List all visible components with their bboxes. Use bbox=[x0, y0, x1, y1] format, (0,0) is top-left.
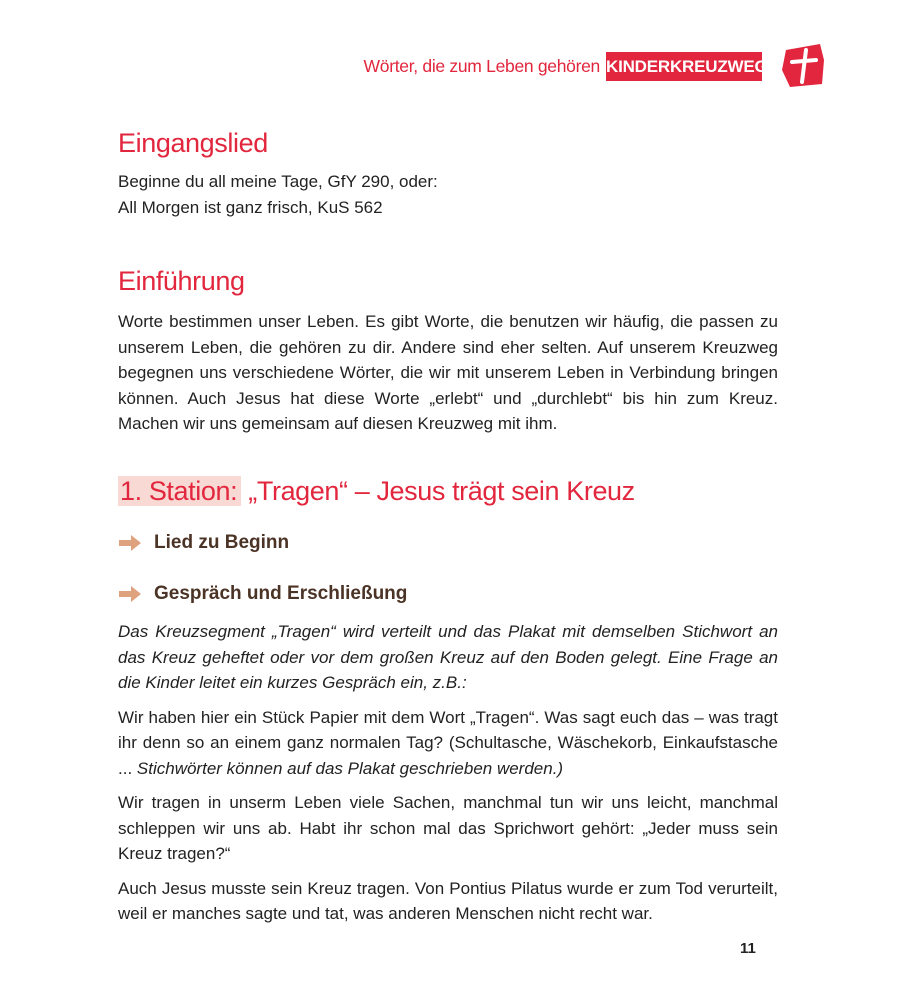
header-subtitle: Wörter, die zum Leben gehören bbox=[363, 56, 600, 76]
station-paragraph-1 bbox=[118, 705, 778, 782]
eingangslied-line-2: All Morgen ist ganz frisch, KuS 562 bbox=[118, 197, 383, 217]
station-paragraph-1-italic: Stichwörter können auf das Plakat geschrieben werden.) bbox=[136, 758, 564, 778]
section-eingangslied bbox=[118, 128, 778, 220]
einfuehrung-text: Worte bestimmen unser Leben. Es gibt Worte, die benutzen wir häufig, die passen zu unserem Leben, die gehören zu dir. Andere sind eher selten. Auf unserem Kreuzweg begegnen uns verschiedene Wörter, die wir mit unserem Leben in Verbindung bringen können. Auch Jesus hat diese Worte „erlebt“ und „durchlebt“ bis hin zum Kreuz. Machen wir uns gemeinsam auf diesen Kreuzweg mit ihm. bbox=[118, 312, 778, 433]
station-1-heading bbox=[118, 476, 778, 507]
page-header bbox=[0, 40, 897, 90]
arrow-right-icon bbox=[118, 534, 142, 552]
heading-einfuehrung: Einführung bbox=[118, 266, 245, 296]
station-paragraph-1-text: Wir haben hier ein Stück Papier mit dem Wort „Tragen“. Was sagt euch das – was tragt ihr denn so an einem ganz normalen Tag? (Schultasche, Wäschekorb, Einkaufstasche ... bbox=[118, 707, 778, 778]
station-1-item-2 bbox=[118, 583, 778, 605]
cross-logo-icon bbox=[778, 40, 828, 90]
station-1-body bbox=[118, 619, 778, 927]
station-1-item-1 bbox=[118, 532, 778, 554]
eingangslied-line-1: Beginne du all meine Tage, GfY 290, oder: bbox=[118, 172, 438, 191]
arrow-right-icon bbox=[118, 585, 142, 603]
section-einfuehrung bbox=[118, 266, 778, 437]
header-badge: KINDERKREUZWEG bbox=[606, 52, 762, 81]
station-paragraph-2: Wir tragen in unserm Leben viele Sachen, manchmal tun wir uns leicht, manchmal schleppen wir uns ab. Habt ihr schon mal das Sprichwort gehört: „Jeder muss sein Kreuz tragen?“ bbox=[118, 793, 778, 863]
item-lied-zu-beginn: Lied zu Beginn bbox=[154, 532, 290, 553]
station-instructions: Das Kreuzsegment „Tragen“ wird verteilt und das Plakat mit demselben Stichwort an das Kreuz geheftet oder vor dem großen Kreuz auf den Boden gelegt. Eine Frage an die Kinder leitet ein kurzes Gespräch ein, z.B.: bbox=[118, 622, 778, 692]
page-number: 11 bbox=[740, 940, 756, 957]
heading-eingangslied: Eingangslied bbox=[118, 128, 268, 158]
station-paragraph-3: Auch Jesus musste sein Kreuz tragen. Von Pontius Pilatus wurde er zum Tod verurteilt, weil er manches sagte und tat, was anderen Menschen nicht recht war. bbox=[118, 878, 778, 923]
station-number: 1. Station: bbox=[118, 476, 241, 506]
item-gespraech: Gespräch und Erschließung bbox=[154, 583, 408, 604]
station-title: „Tragen“ – Jesus trägt sein Kreuz bbox=[248, 476, 635, 506]
